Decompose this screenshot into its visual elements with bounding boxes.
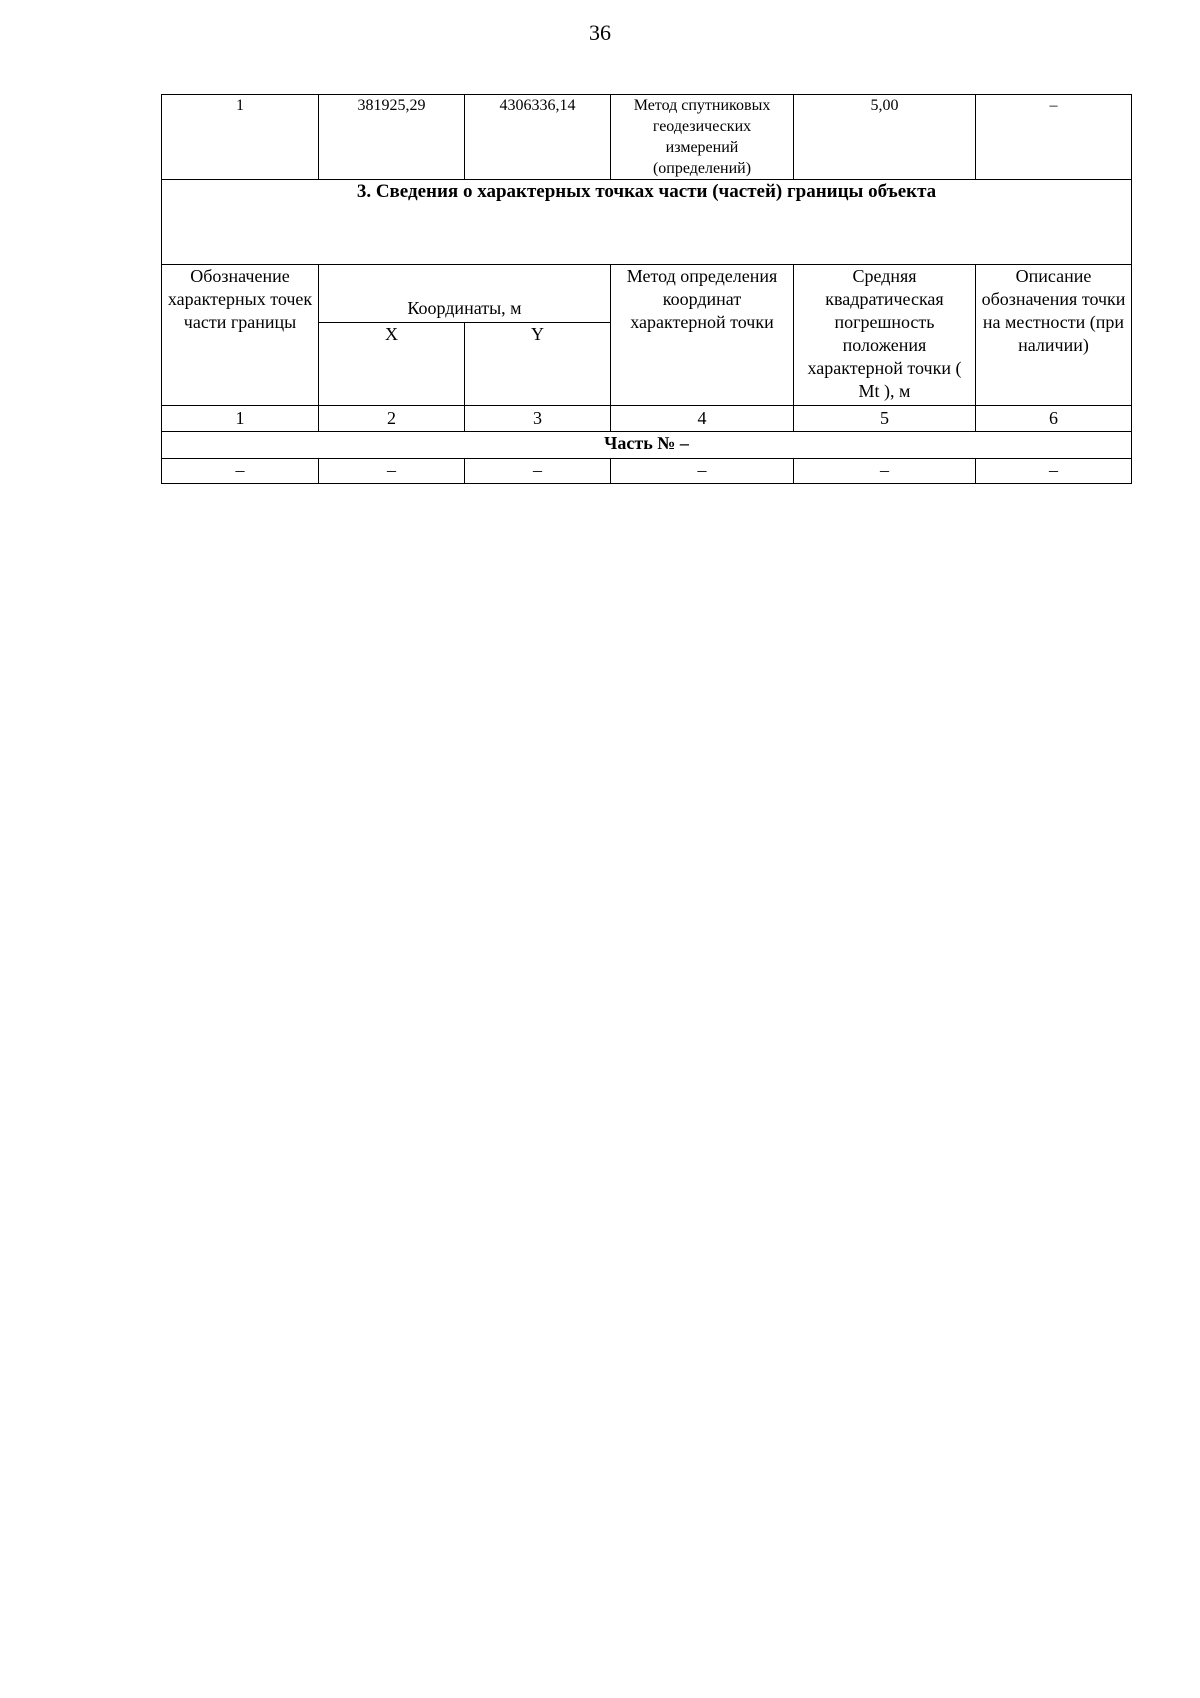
header-y: Y (465, 323, 611, 406)
data-cell: – (794, 459, 976, 484)
table-row (162, 459, 1132, 484)
column-number: 5 (794, 406, 976, 432)
header-description: Описание обозначения точки на местности (при наличии) (976, 265, 1132, 406)
header-coordinates: Координаты, м (319, 265, 611, 323)
column-number: 4 (611, 406, 794, 432)
data-cell: – (976, 459, 1132, 484)
header-mean-error: Средняя квадратическая погрешность положения характерной точки ( Mt ), м (794, 265, 976, 406)
characteristic-points-table (161, 94, 1132, 484)
data-cell: – (611, 459, 794, 484)
data-cell: – (319, 459, 465, 484)
column-number: 6 (976, 406, 1132, 432)
header-method: Метод определения координат характерной точки (611, 265, 794, 406)
header-point-designation: Обозначение характерных точек части границы (162, 265, 319, 406)
header-x: X (319, 323, 465, 406)
error-cell: 5,00 (794, 95, 976, 180)
point-cell: 1 (162, 95, 319, 180)
column-number: 3 (465, 406, 611, 432)
x-coordinate-cell: 381925,29 (319, 95, 465, 180)
data-cell: – (162, 459, 319, 484)
header-row (162, 265, 1132, 323)
data-cell: – (465, 459, 611, 484)
description-cell: – (976, 95, 1132, 180)
section-title: 3. Сведения о характерных точках части (частей) границы объекта (162, 180, 1132, 265)
part-row (162, 432, 1132, 459)
page-number: 36 (589, 20, 611, 45)
y-coordinate-cell: 4306336,14 (465, 95, 611, 180)
method-cell: Метод спутниковых геодезических измерений (определений) (611, 95, 794, 180)
table-row (162, 95, 1132, 180)
section-title-row (162, 180, 1132, 265)
part-label: Часть № – (162, 432, 1132, 459)
column-number: 1 (162, 406, 319, 432)
column-numbers-row (162, 406, 1132, 432)
column-number: 2 (319, 406, 465, 432)
